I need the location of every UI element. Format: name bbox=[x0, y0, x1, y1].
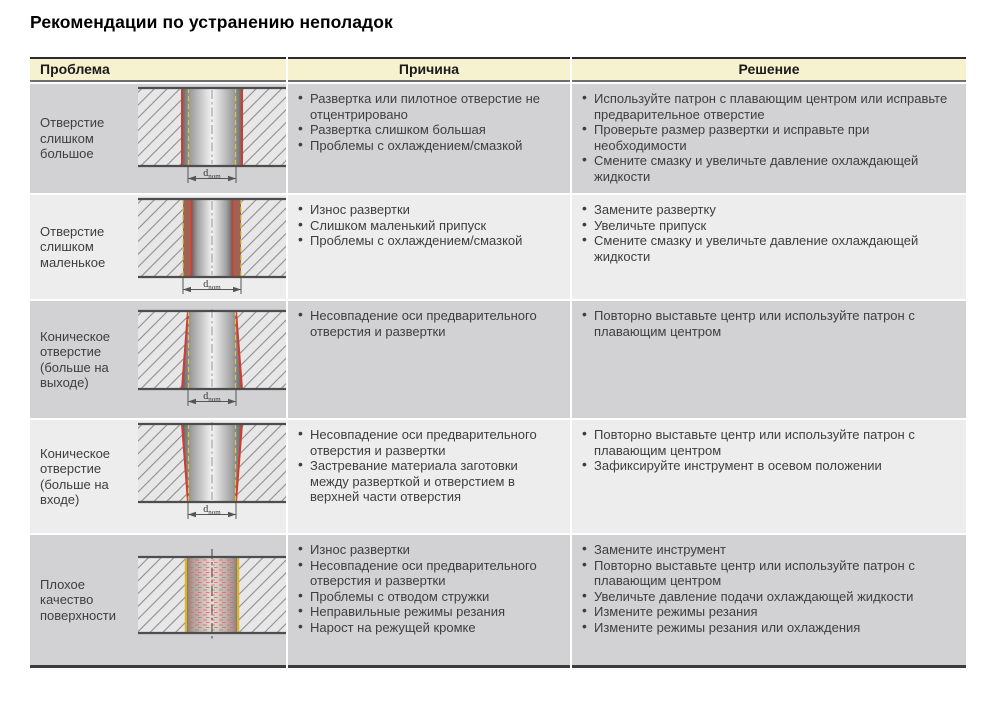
table-row-3-causes bbox=[288, 301, 570, 418]
cause-item: • Несовпадение оси предварительного отверстия и развертки bbox=[297, 558, 560, 589]
solution-item: • Увеличьте припуск bbox=[581, 218, 956, 234]
problem-label: Коническое отверстие (больше на входе) bbox=[40, 445, 111, 507]
table-row-2-solutions bbox=[572, 195, 966, 299]
table-row-5-solutions bbox=[572, 535, 966, 668]
solution-item: • Повторно выставьте центр или используйте патрон с плавающим центром bbox=[581, 427, 956, 458]
column-header-cause: Причина bbox=[288, 57, 570, 82]
cause-item: • Проблемы с охлаждением/смазкой bbox=[297, 138, 560, 154]
tapered-bore-entry-diagram bbox=[138, 420, 286, 533]
table-row-5-problem bbox=[30, 535, 286, 668]
column-header-problem: Проблема bbox=[30, 57, 286, 82]
table-row-3-solutions bbox=[572, 301, 966, 418]
solution-item: • Повторно выставьте центр или используйте патрон с плавающим центром bbox=[581, 558, 956, 589]
cause-list bbox=[288, 301, 570, 345]
problem-label: Коническое отверстие (больше на выходе) bbox=[40, 328, 111, 390]
cause-item: • Развертка или пилотное отверстие не отцентрировано bbox=[297, 91, 560, 122]
solution-list bbox=[572, 301, 966, 345]
solution-item: • Измените режимы резания bbox=[581, 604, 956, 620]
troubleshooting-table bbox=[30, 57, 962, 668]
problem-label: Отверстие слишком большое bbox=[40, 115, 105, 162]
solution-item: • Замените инструмент bbox=[581, 542, 956, 558]
bore-undersize-cross-section bbox=[138, 197, 286, 297]
tapered-bore-larger-at-exit bbox=[138, 309, 286, 409]
solution-item: • Проверьте размер развертки и исправьте при необходимости bbox=[581, 122, 956, 153]
cause-item: • Слишком маленький припуск bbox=[297, 218, 560, 234]
solution-item: • Повторно выставьте центр или используйте патрон с плавающим центром bbox=[581, 308, 956, 339]
solution-item: • Измените режимы резания или охлаждения bbox=[581, 620, 956, 636]
table-row-1-solutions bbox=[572, 84, 966, 193]
bore-oversize-cross-section bbox=[138, 86, 286, 186]
table-row-1-problem bbox=[30, 84, 286, 193]
dimension-label: $d_{nom}$ bbox=[203, 504, 221, 517]
cause-item: • Несовпадение оси предварительного отверстия и развертки bbox=[297, 427, 560, 458]
cause-item: • Застревание материала заготовки между разверткой и отверстием в верхней части отверстия bbox=[297, 458, 560, 505]
solution-item: • Смените смазку и увеличьте давление охлаждающей жидкости bbox=[581, 153, 956, 184]
cause-list bbox=[288, 84, 570, 159]
cause-list bbox=[288, 195, 570, 255]
solution-list bbox=[572, 195, 966, 270]
table-row-2-problem bbox=[30, 195, 286, 299]
problem-label: Плохое качество поверхности bbox=[40, 576, 116, 623]
tapered-bore-exit-diagram bbox=[138, 301, 286, 418]
dimension-label: $d_{nom}$ bbox=[203, 279, 221, 292]
solution-list bbox=[572, 420, 966, 480]
bore-undersize-diagram bbox=[138, 195, 286, 299]
cause-item: • Износ развертки bbox=[297, 202, 560, 218]
solution-item: • Зафиксируйте инструмент в осевом положении bbox=[581, 458, 956, 474]
table-row-4-problem bbox=[30, 420, 286, 533]
cause-item: • Проблемы с охлаждением/смазкой bbox=[297, 233, 560, 249]
solution-item: • Увеличьте давление подачи охлаждающей жидкости bbox=[581, 589, 956, 605]
dimension-label: $d_{nom}$ bbox=[203, 168, 221, 181]
solution-item: • Используйте патрон с плавающим центром или исправьте предварительное отверстие bbox=[581, 91, 956, 122]
cause-item: • Проблемы с отводом стружки bbox=[297, 589, 560, 605]
solution-list bbox=[572, 535, 966, 641]
table-row-5-causes bbox=[288, 535, 570, 668]
column-header-solution: Решение bbox=[572, 57, 966, 82]
poor-surface-diagram bbox=[138, 535, 286, 665]
tapered-bore-larger-at-entry bbox=[138, 422, 286, 522]
solution-item: • Замените развертку bbox=[581, 202, 956, 218]
cause-item: • Несовпадение оси предварительного отверстия и развертки bbox=[297, 308, 560, 339]
cause-item: • Износ развертки bbox=[297, 542, 560, 558]
table-row-1-causes bbox=[288, 84, 570, 193]
table-row-2-causes bbox=[288, 195, 570, 299]
cause-item: • Неправильные режимы резания bbox=[297, 604, 560, 620]
cause-list bbox=[288, 535, 570, 641]
cause-item: • Развертка слишком большая bbox=[297, 122, 560, 138]
problem-label: Отверстие слишком маленькое bbox=[40, 223, 106, 270]
page-title: Рекомендации по устранению неполадок bbox=[30, 12, 393, 32]
cause-list bbox=[288, 420, 570, 511]
solution-item: • Смените смазку и увеличьте давление охлаждающей жидкости bbox=[581, 233, 956, 264]
cause-item: • Нарост на режущей кромке bbox=[297, 620, 560, 636]
table-row-4-causes bbox=[288, 420, 570, 533]
dimension-label: $d_{nom}$ bbox=[203, 391, 221, 404]
table-row-4-solutions bbox=[572, 420, 966, 533]
table-row-3-problem bbox=[30, 301, 286, 418]
solution-list bbox=[572, 84, 966, 190]
bore-oversize-diagram bbox=[138, 84, 286, 193]
poor-surface-finish-cross-section bbox=[138, 549, 286, 649]
